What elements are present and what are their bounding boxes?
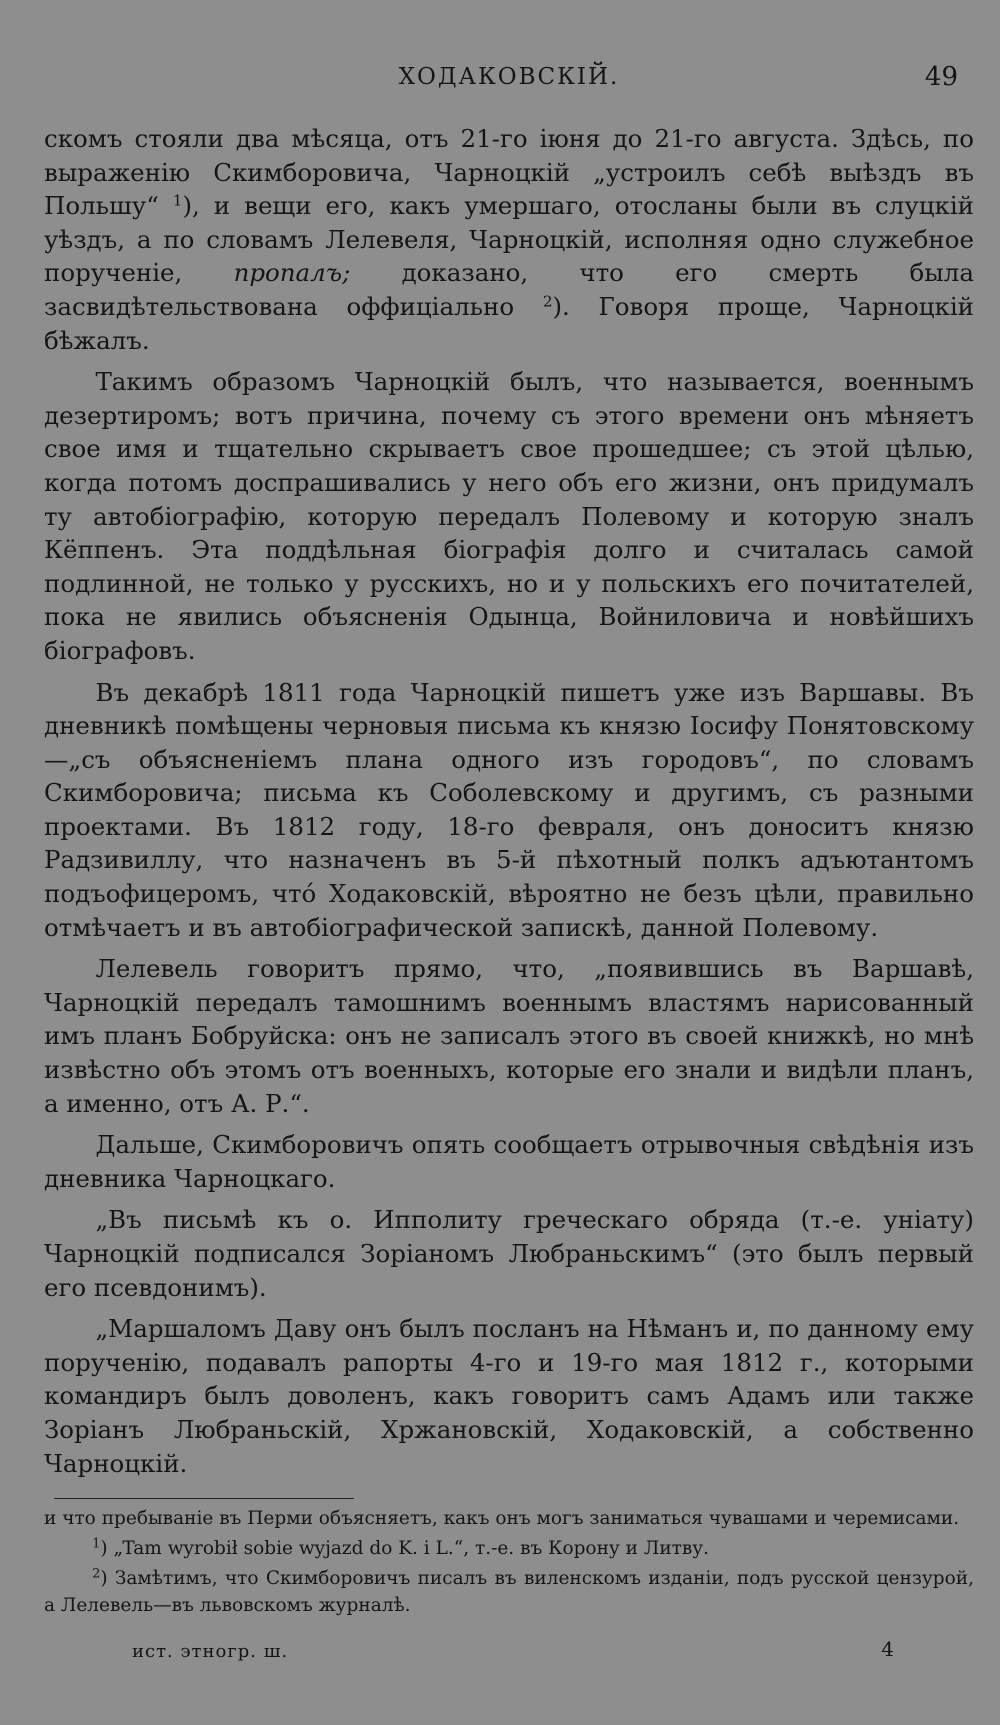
paragraph (44, 952, 974, 1120)
footnote-2: $^2$) Замѣтимъ, что Скимборовичъ писалъ въ виленскомъ изданіи, подъ русской цензурой, а Лелевель—въ львовскомъ журналѣ. (44, 1566, 974, 1617)
footnote-1: $^1$) „Tam wyrobił sobie wyjazd do K. i L.“, т.-е. въ Корону и Литву. (92, 1536, 710, 1560)
paragraph (44, 1128, 974, 1195)
emphasis-text: пропалъ; (233, 258, 351, 288)
text-run: доказано, что его смерть была засвидѣтельствована оффиціально (44, 258, 974, 321)
text-run: Лелевель говоритъ прямо, что, „появившись въ Варшавѣ, Чарноцкій передалъ тамошнимъ военнымъ властямъ нарисованный имъ планъ Бобруйска: онъ не записалъ этого въ своей книжкѣ, но мнѣ извѣстно объ этомъ отъ военныхъ, которые его знали и видѣли планъ, а именно, отъ А. Р.“. (44, 954, 974, 1118)
main-text (44, 122, 974, 1480)
text-run: Такимъ образомъ Чарноцкій былъ, что называется, военнымъ дезертиромъ; вотъ причина, почему съ этого времени онъ мѣняетъ свое имя и тщательно скрываетъ свое прошедшее; съ этой цѣлью, когда потомъ доспрашивались у него объ его жизни, онъ придумалъ ту автобіографію, которую передалъ Полевому и которую зналъ Кёппенъ. Эта поддѣльная біографія долго и считалась самой подлинной, не только у русскихъ, но и у польскихъ его почитателей, пока не явились объясненія Одынца, Войниловича и новѣйшихъ біографовъ. (44, 367, 974, 665)
footnote-reference: 2 (542, 292, 553, 311)
page-number: 49 (924, 62, 958, 92)
paragraph (44, 676, 974, 945)
text-run: ), и вещи его, какъ умершаго, отосланы были въ слуцкій уѣздъ, а по словамъ Лелевеля, Чарноцкій, исполняя одно служебное порученіе, (44, 191, 974, 288)
signature-mark: ист. этногр. ш. (132, 1641, 289, 1663)
footnote-text: „Tam wyrobił sobie wyjazd do K. i L.“, т.-е. въ Корону и Литву. (113, 1538, 710, 1560)
sheet-number: 4 (881, 1637, 894, 1662)
text-run: Дальше, Скимборовичъ опять сообщаетъ отрывочныя свѣдѣнія изъ дневника Чарноцкаго. (44, 1130, 974, 1193)
footnote-carryover: и что пребываніе въ Перми объясняетъ, какъ онъ могъ заниматься чувашами и черемисами. (44, 1508, 960, 1530)
text-run: ). Говоря проще, Чарноцкій бѣжалъ. (44, 291, 974, 355)
text-run: скомъ стояли два мѣсяца, отъ 21-го іюня до 21-го августа. Здѣсь, по выраженію Скимборовича, Чарноцкій „устроилъ себѣ выѣздъ въ Польшу“ (44, 124, 974, 221)
text-run: Въ декабрѣ 1811 года Чарноцкій пишетъ уже изъ Варшавы. Въ дневникѣ помѣщены черновыя письма къ князю Іосифу Понятовскому—„съ объясненіемъ плана одного изъ городовъ“, по словамъ Скимборовича; письма къ Соболевскому и другимъ, съ разными проектами. Въ 1812 году, 18-го февраля, онъ доноситъ князю Радзивиллу, что назначенъ въ 5-й пѣхотный полкъ адъютантомъ подъофицеромъ, что́ Ходаковскій, вѣроятно не безъ цѣли, правильно отмѣчаетъ и въ автобіографической запискѣ, данной Полевому. (44, 677, 974, 942)
footnotes (44, 1505, 974, 1619)
paragraph (44, 122, 974, 357)
text-run: „Маршаломъ Даву онъ былъ посланъ на Нѣманъ и, по данному ему порученію, подавалъ рапорты 4-го и 19-го мая 1812 г., которыми командиръ былъ доволенъ, какъ говоритъ самъ Адамъ или также Зоріанъ Любраньскій, Хржановскій, Ходаковскій, а собственно Чарноцкій. (44, 1314, 974, 1478)
footnote-marker: 1 (92, 1536, 101, 1552)
footnote-text: Замѣтимъ, что Скимборовичъ писалъ въ виленскомъ изданіи, подъ русской цензурой, а Лелевель—въ львовскомъ журналѣ. (44, 1568, 974, 1617)
running-title: ХОДАКОВСКІЙ. (398, 64, 620, 90)
footnote-rule (54, 1498, 354, 1499)
paragraph (44, 1203, 974, 1304)
text-run: „Въ письмѣ къ о. Ипполиту греческаго обряда (т.-е. уніату) Чарноцкій подписался Зоріаномъ Любраньскимъ“ (это былъ первый его псевдонимъ). (44, 1205, 974, 1302)
paragraph (44, 365, 974, 667)
paragraph (44, 1312, 974, 1480)
page-footer (44, 1637, 974, 1667)
running-head (44, 56, 974, 100)
footnote-reference: 1 (172, 191, 183, 210)
footnote-marker: 2 (92, 1566, 101, 1582)
